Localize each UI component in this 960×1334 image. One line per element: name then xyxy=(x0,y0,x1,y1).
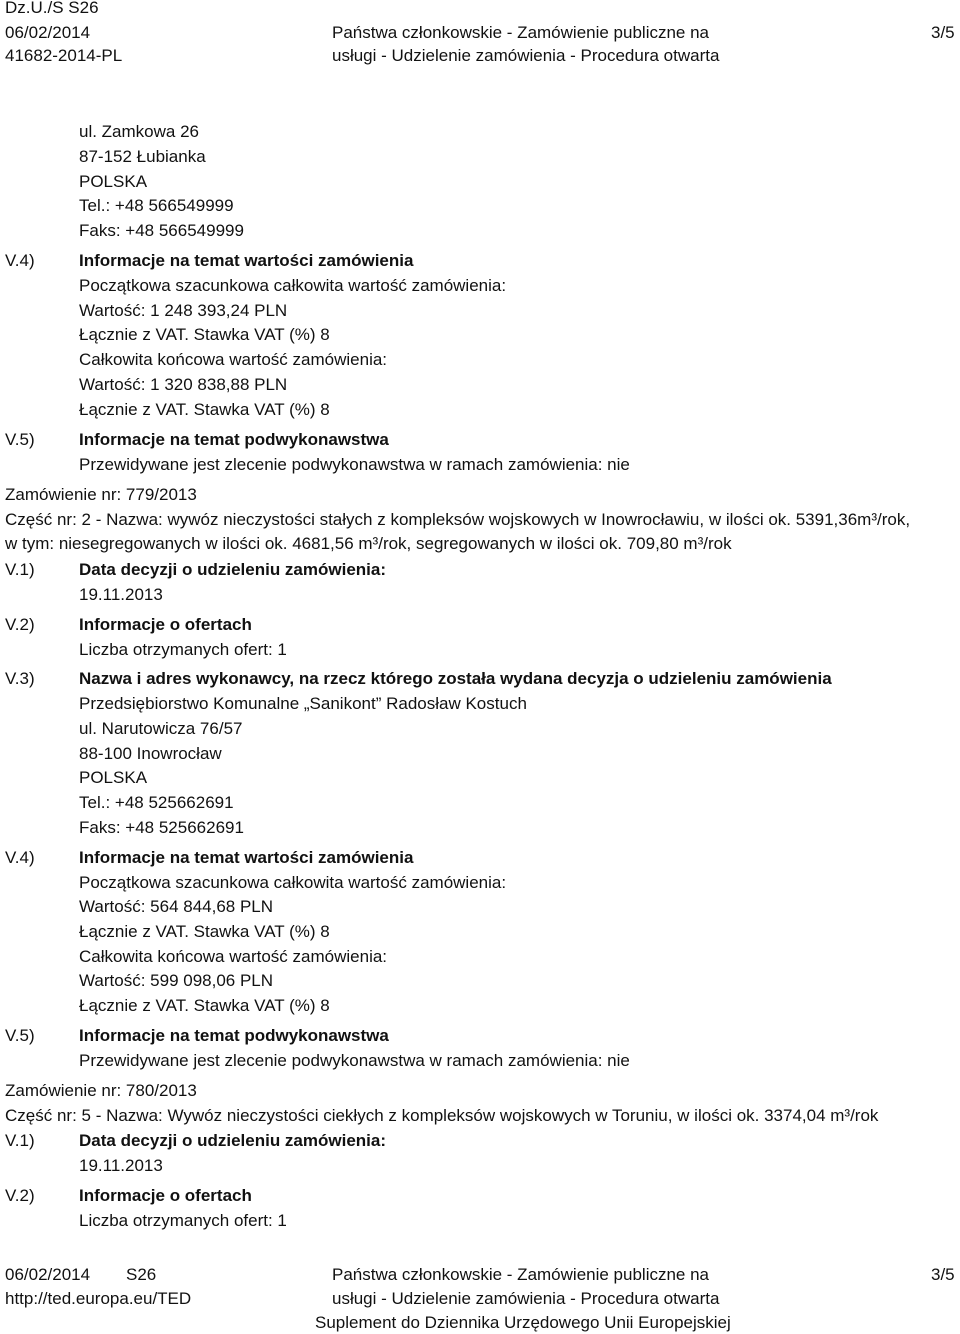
section-title: Nazwa i adres wykonawcy, na rzecz którego została wydana decyzja o udzieleniu zamówienia xyxy=(79,669,832,688)
header-ref: 41682-2014-PL xyxy=(5,46,123,65)
value-line: Łącznie z VAT. Stawka VAT (%) 8 xyxy=(79,400,330,419)
section-title: Data decyzji o udzieleniu zamówienia: xyxy=(79,1131,387,1150)
contractor-line: 88-100 Inowrocław xyxy=(79,744,222,763)
order-part-line: w tym: niesegregowanych w ilości ok. 4681,56 m³/rok, segregowanych w ilości ok. 709,80 m³/rok xyxy=(5,534,732,553)
value-line: Początkowa szacunkowa całkowita wartość zamówienia: xyxy=(79,873,507,892)
section-title: Informacje na temat wartości zamówienia xyxy=(79,848,414,867)
section-label: V.5) xyxy=(5,1026,35,1045)
section-label: V.4) xyxy=(5,251,35,270)
section-title: Informacje o ofertach xyxy=(79,615,252,634)
footer-title-line1: Państwa członkowskie - Zamówienie publiczne na xyxy=(332,1265,710,1284)
value-line: Łącznie z VAT. Stawka VAT (%) 8 xyxy=(79,325,330,344)
contractor-line: POLSKA xyxy=(79,768,148,787)
value-line: Wartość: 1 320 838,88 PLN xyxy=(79,375,288,394)
address-line: ul. Zamkowa 26 xyxy=(79,122,199,141)
header-title-line2: usługi - Udzielenie zamówienia - Procedura otwarta xyxy=(332,46,720,65)
section-label: V.2) xyxy=(5,615,35,634)
section-label: V.4) xyxy=(5,848,35,867)
value-line: Łącznie z VAT. Stawka VAT (%) 8 xyxy=(79,996,330,1015)
section-title: Data decyzji o udzieleniu zamówienia: xyxy=(79,560,387,579)
address-line: 87-152 Łubianka xyxy=(79,147,206,166)
address-line: POLSKA xyxy=(79,172,148,191)
value-line: Całkowita końcowa wartość zamówienia: xyxy=(79,947,388,966)
order-part-line: Część nr: 2 - Nazwa: wywóz nieczystości stałych z kompleksów wojskowych w Inowrocławiu, w ilości ok. 5391,36m³/rok, xyxy=(5,510,911,529)
footer-title-line3: Suplement do Dziennika Urzędowego Unii Europejskiej xyxy=(315,1313,731,1332)
value-line: Wartość: 1 248 393,24 PLN xyxy=(79,301,288,320)
subcontracting-text: Przewidywane jest zlecenie podwykonawstwa w ramach zamówienia: nie xyxy=(79,455,630,474)
header-date: 06/02/2014 xyxy=(5,23,91,42)
value-line: Całkowita końcowa wartość zamówienia: xyxy=(79,350,388,369)
contractor-line: Tel.: +48 525662691 xyxy=(79,793,234,812)
section-title: Informacje na temat wartości zamówienia xyxy=(79,251,414,270)
address-line: Faks: +48 566549999 xyxy=(79,221,244,240)
footer-title-line2: usługi - Udzielenie zamówienia - Procedura otwarta xyxy=(332,1289,720,1308)
section-title: Informacje na temat podwykonawstwa xyxy=(79,1026,389,1045)
footer-journal: S26 xyxy=(126,1265,157,1284)
header-page: 3/5 xyxy=(931,23,955,42)
footer-date: 06/02/2014 xyxy=(5,1265,91,1284)
order-number: Zamówienie nr: 779/2013 xyxy=(5,485,197,504)
section-label: V.2) xyxy=(5,1186,35,1205)
offers-count: Liczba otrzymanych ofert: 1 xyxy=(79,640,287,659)
section-label: V.1) xyxy=(5,1131,35,1150)
value-line: Początkowa szacunkowa całkowita wartość zamówienia: xyxy=(79,276,507,295)
subcontracting-text: Przewidywane jest zlecenie podwykonawstwa w ramach zamówienia: nie xyxy=(79,1051,630,1070)
order-part-line: Część nr: 5 - Nazwa: Wywóz nieczystości ciekłych z kompleksów wojskowych w Toruniu, w ilości ok. 3374,04 m³/rok xyxy=(5,1106,879,1125)
value-line: Wartość: 599 098,06 PLN xyxy=(79,971,274,990)
footer-url-link[interactable]: http://ted.europa.eu/TED xyxy=(5,1289,192,1308)
page-footer xyxy=(0,1262,960,1334)
footer-page: 3/5 xyxy=(931,1265,955,1284)
header-journal: Dz.U./S S26 xyxy=(5,0,99,17)
contractor-line: Faks: +48 525662691 xyxy=(79,818,244,837)
page-header xyxy=(0,0,960,70)
address-line: Tel.: +48 566549999 xyxy=(79,196,234,215)
section-label: V.5) xyxy=(5,430,35,449)
decision-date: 19.11.2013 xyxy=(79,1156,163,1175)
contractor-line: Przedsiębiorstwo Komunalne „Sanikont” Radosław Kostuch xyxy=(79,694,527,713)
order-number: Zamówienie nr: 780/2013 xyxy=(5,1081,197,1100)
section-title: Informacje o ofertach xyxy=(79,1186,252,1205)
section-label: V.1) xyxy=(5,560,35,579)
offers-count: Liczba otrzymanych ofert: 1 xyxy=(79,1211,287,1230)
value-line: Wartość: 564 844,68 PLN xyxy=(79,897,274,916)
section-label: V.3) xyxy=(5,669,35,688)
decision-date: 19.11.2013 xyxy=(79,585,163,604)
value-line: Łącznie z VAT. Stawka VAT (%) 8 xyxy=(79,922,330,941)
section-title: Informacje na temat podwykonawstwa xyxy=(79,430,389,449)
contractor-line: ul. Narutowicza 76/57 xyxy=(79,719,243,738)
header-title-line1: Państwa członkowskie - Zamówienie publiczne na xyxy=(332,23,710,42)
